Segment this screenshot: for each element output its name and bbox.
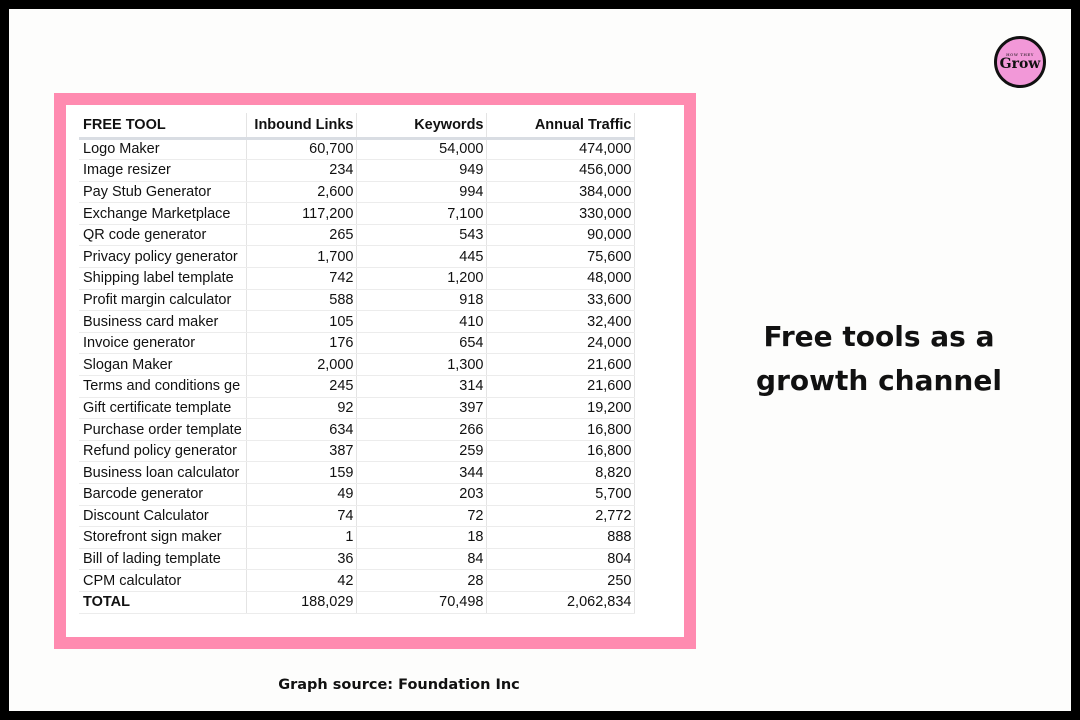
cell-annual-traffic: 8,820 <box>486 462 634 484</box>
cell-tool-name: Refund policy generator <box>79 440 246 462</box>
cell-tool-name: Slogan Maker <box>79 354 246 376</box>
cell-inbound-links: 92 <box>246 397 356 419</box>
cell-tool-name: QR code generator <box>79 224 246 246</box>
cell-annual-traffic: 32,400 <box>486 311 634 333</box>
cell-keywords: 314 <box>356 376 486 398</box>
table-row <box>79 505 634 527</box>
cell-tool-name: Logo Maker <box>79 138 246 160</box>
cell-inbound-links: 2,600 <box>246 181 356 203</box>
cell-tool-name: Terms and conditions ge <box>79 376 246 398</box>
slide-canvas <box>9 9 1071 711</box>
cell-keywords: 949 <box>356 160 486 182</box>
cell-annual-traffic: 21,600 <box>486 354 634 376</box>
cell-annual-traffic: 456,000 <box>486 160 634 182</box>
cell-keywords: 18 <box>356 527 486 549</box>
cell-tool-name: Shipping label template <box>79 268 246 290</box>
cell-annual-traffic: 16,800 <box>486 440 634 462</box>
table-row <box>79 311 634 333</box>
header-inbound-links: Inbound Links <box>246 113 356 138</box>
table-body <box>79 138 634 613</box>
cell-keywords: 7,100 <box>356 203 486 225</box>
cell-inbound-links: 588 <box>246 289 356 311</box>
cell-tool-name: Bill of lading template <box>79 548 246 570</box>
cell-inbound-links: 176 <box>246 332 356 354</box>
table-row <box>79 289 634 311</box>
cell-inbound-links: 159 <box>246 462 356 484</box>
graph-source-caption: Graph source: Foundation Inc <box>278 677 520 693</box>
cell-annual-traffic: 75,600 <box>486 246 634 268</box>
table-row <box>79 376 634 398</box>
cell-inbound-links: 36 <box>246 548 356 570</box>
cell-inbound-links: 60,700 <box>246 138 356 160</box>
cell-inbound-links: 49 <box>246 484 356 506</box>
table-row <box>79 181 634 203</box>
cell-keywords: 259 <box>356 440 486 462</box>
cell-tool-name: Business loan calculator <box>79 462 246 484</box>
table-row <box>79 397 634 419</box>
cell-tool-name: Invoice generator <box>79 332 246 354</box>
cell-keywords: 84 <box>356 548 486 570</box>
cell-inbound-links: 117,200 <box>246 203 356 225</box>
header-free-tool: FREE TOOL <box>79 113 246 138</box>
cell-annual-traffic: 19,200 <box>486 397 634 419</box>
cell-keywords: 543 <box>356 224 486 246</box>
cell-annual-traffic: 21,600 <box>486 376 634 398</box>
cell-inbound-links: 742 <box>246 268 356 290</box>
cell-keywords: 344 <box>356 462 486 484</box>
cell-tool-name: Profit margin calculator <box>79 289 246 311</box>
table-total-row <box>79 591 634 613</box>
cell-inbound-links: 234 <box>246 160 356 182</box>
cell-inbound-links: 2,000 <box>246 354 356 376</box>
total-cell-annual-traffic: 2,062,834 <box>486 591 634 613</box>
cell-annual-traffic: 16,800 <box>486 419 634 441</box>
table-row <box>79 354 634 376</box>
headline <box>729 315 1029 403</box>
total-cell-keywords: 70,498 <box>356 591 486 613</box>
cell-tool-name: Barcode generator <box>79 484 246 506</box>
cell-keywords: 72 <box>356 505 486 527</box>
cell-inbound-links: 245 <box>246 376 356 398</box>
cell-tool-name: CPM calculator <box>79 570 246 592</box>
cell-inbound-links: 265 <box>246 224 356 246</box>
cell-inbound-links: 1 <box>246 527 356 549</box>
table-header-row <box>79 113 634 138</box>
free-tools-table <box>79 113 635 614</box>
table-row <box>79 224 634 246</box>
how-they-grow-logo <box>994 36 1046 88</box>
cell-annual-traffic: 474,000 <box>486 138 634 160</box>
cell-annual-traffic: 90,000 <box>486 224 634 246</box>
cell-keywords: 1,300 <box>356 354 486 376</box>
cell-tool-name: Image resizer <box>79 160 246 182</box>
cell-keywords: 203 <box>356 484 486 506</box>
spreadsheet-image <box>66 105 684 637</box>
table-row <box>79 570 634 592</box>
cell-keywords: 654 <box>356 332 486 354</box>
cell-keywords: 54,000 <box>356 138 486 160</box>
cell-keywords: 918 <box>356 289 486 311</box>
cell-tool-name: Purchase order template <box>79 419 246 441</box>
table-row <box>79 419 634 441</box>
header-annual-traffic: Annual Traffic <box>486 113 634 138</box>
cell-annual-traffic: 250 <box>486 570 634 592</box>
cell-inbound-links: 1,700 <box>246 246 356 268</box>
cell-keywords: 397 <box>356 397 486 419</box>
cell-annual-traffic: 384,000 <box>486 181 634 203</box>
cell-annual-traffic: 888 <box>486 527 634 549</box>
headline-line-2: growth channel <box>756 364 1002 397</box>
cell-tool-name: Discount Calculator <box>79 505 246 527</box>
cell-keywords: 28 <box>356 570 486 592</box>
table-row <box>79 527 634 549</box>
cell-tool-name: Exchange Marketplace <box>79 203 246 225</box>
cell-annual-traffic: 5,700 <box>486 484 634 506</box>
cell-annual-traffic: 804 <box>486 548 634 570</box>
header-keywords: Keywords <box>356 113 486 138</box>
cell-keywords: 994 <box>356 181 486 203</box>
table-row <box>79 484 634 506</box>
cell-inbound-links: 105 <box>246 311 356 333</box>
table-row <box>79 462 634 484</box>
cell-annual-traffic: 2,772 <box>486 505 634 527</box>
logo-big-text: Grow <box>999 56 1041 72</box>
table-row <box>79 138 634 160</box>
cell-keywords: 410 <box>356 311 486 333</box>
total-cell-tool-name: TOTAL <box>79 591 246 613</box>
cell-tool-name: Privacy policy generator <box>79 246 246 268</box>
cell-annual-traffic: 33,600 <box>486 289 634 311</box>
table-row <box>79 440 634 462</box>
cell-inbound-links: 634 <box>246 419 356 441</box>
logo-small-text: HOW THEY <box>1006 52 1034 57</box>
cell-inbound-links: 387 <box>246 440 356 462</box>
headline-line-1: Free tools as a <box>763 320 995 353</box>
table-row <box>79 203 634 225</box>
cell-tool-name: Storefront sign maker <box>79 527 246 549</box>
table-row <box>79 548 634 570</box>
cell-keywords: 1,200 <box>356 268 486 290</box>
cell-keywords: 266 <box>356 419 486 441</box>
cell-annual-traffic: 24,000 <box>486 332 634 354</box>
cell-inbound-links: 74 <box>246 505 356 527</box>
cell-tool-name: Gift certificate template <box>79 397 246 419</box>
table-row <box>79 332 634 354</box>
cell-tool-name: Business card maker <box>79 311 246 333</box>
cell-annual-traffic: 48,000 <box>486 268 634 290</box>
cell-annual-traffic: 330,000 <box>486 203 634 225</box>
cell-tool-name: Pay Stub Generator <box>79 181 246 203</box>
cell-keywords: 445 <box>356 246 486 268</box>
cell-inbound-links: 42 <box>246 570 356 592</box>
table-row <box>79 246 634 268</box>
total-cell-inbound-links: 188,029 <box>246 591 356 613</box>
table-row <box>79 160 634 182</box>
table-frame <box>54 93 696 649</box>
table-row <box>79 268 634 290</box>
